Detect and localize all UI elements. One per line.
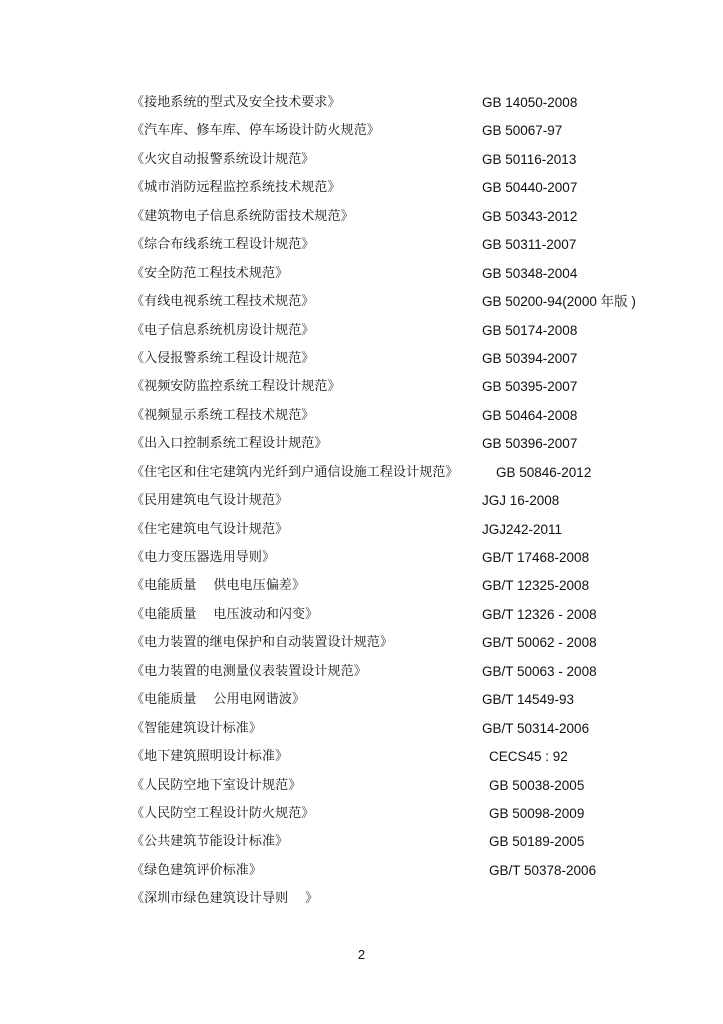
standard-code: GB 14050-2008 (482, 95, 578, 110)
standard-title: 《民用建筑电气设计规范》 (131, 493, 289, 509)
standard-title: 《视频显示系统工程技术规范》 (131, 407, 315, 423)
standard-title: 《智能建筑设计标准》 (131, 720, 263, 736)
standard-title: 《综合布线系统工程设计规范》 (131, 237, 315, 253)
standard-code: GB 50098-2009 (489, 805, 585, 821)
standard-code: GB/T 50063 - 2008 (482, 663, 597, 679)
page-number: 2 (357, 947, 366, 962)
standard-code: GB/T 12325-2008 (482, 578, 590, 594)
list-item (131, 686, 671, 714)
list-item (131, 629, 671, 657)
list-item (131, 658, 671, 686)
standard-code: GB 50440-2007 (482, 180, 578, 196)
list-item (131, 572, 671, 600)
standard-code: GB 50394-2007 (482, 350, 578, 366)
list-item (131, 430, 671, 458)
standard-title: 《人民防空地下室设计规范》 (131, 777, 302, 793)
list-item (131, 89, 671, 117)
list-item (131, 373, 671, 401)
list-item (131, 857, 671, 885)
standard-code: GB 50067-97 (482, 123, 563, 139)
standard-code: GB 50846-2012 (496, 464, 592, 480)
standard-code: GB 50464-2008 (482, 407, 578, 423)
list-item (131, 260, 671, 288)
standard-title: 《地下建筑照明设计标准》 (131, 749, 289, 765)
standard-code: GB/T 50378-2006 (489, 862, 597, 878)
standard-title: 《人民防空工程设计防火规范》 (131, 805, 315, 821)
standard-code: GB/T 17468-2008 (482, 550, 590, 565)
standard-code: GB 50200-94(2000 年版 ) (482, 294, 636, 310)
list-item (131, 288, 671, 316)
list-item (131, 601, 671, 629)
list-item (131, 402, 671, 430)
standard-code: GB 50343-2012 (482, 208, 578, 224)
list-item (131, 743, 671, 771)
standard-code: GB 50348-2004 (482, 265, 578, 281)
standard-code: GB/T 50314-2006 (482, 720, 590, 736)
standard-code: GB 50038-2005 (489, 777, 585, 793)
standard-code: JGJ 16-2008 (482, 493, 560, 509)
list-item (131, 487, 671, 515)
standard-title: 《入侵报警系统工程设计规范》 (131, 350, 315, 366)
standard-title: 《住宅区和住宅建筑内光纤到户通信设施工程设计规范》 (131, 464, 459, 480)
standard-code: GB/T 12326 - 2008 (482, 606, 597, 622)
standard-title: 《火灾自动报警系统设计规范》 (131, 151, 315, 167)
standard-code: GB 50189-2005 (489, 834, 585, 850)
standard-title: 《接地系统的型式及安全技术要求》 (131, 95, 341, 110)
standard-title: 《电子信息系统机房设计规范》 (131, 322, 315, 338)
list-item (131, 885, 671, 913)
standard-title: 《深圳市绿色建筑设计导则 》 (131, 891, 319, 907)
standard-code: GB 50395-2007 (482, 379, 578, 395)
standard-title: 《公共建筑节能设计标准》 (131, 834, 289, 850)
list-item (131, 544, 671, 572)
standards-list (131, 89, 671, 914)
standard-title: 《视频安防监控系统工程设计规范》 (131, 379, 341, 395)
list-item (131, 772, 671, 800)
list-item (131, 459, 671, 487)
list-item (131, 203, 671, 231)
list-item (131, 345, 671, 373)
standard-code: JGJ242-2011 (482, 521, 563, 537)
standard-title: 《绿色建筑评价标准》 (131, 862, 263, 878)
list-item (131, 317, 671, 345)
standard-code: GB 50174-2008 (482, 322, 578, 338)
standard-code: GB 50311-2007 (482, 237, 577, 253)
list-item (131, 800, 671, 828)
standard-title: 《建筑物电子信息系统防雷技术规范》 (131, 208, 354, 224)
list-item (131, 146, 671, 174)
standard-title: 《电力装置的电测量仪表装置设计规范》 (131, 663, 367, 679)
standard-code: GB 50396-2007 (482, 436, 578, 452)
standard-title: 《城市消防远程监控系统技术规范》 (131, 180, 341, 196)
list-item (131, 231, 671, 259)
standard-title: 《安全防范工程技术规范》 (131, 265, 289, 281)
list-item (131, 174, 671, 202)
list-item (131, 828, 671, 856)
standard-title: 《住宅建筑电气设计规范》 (131, 521, 289, 537)
standard-title: 《出入口控制系统工程设计规范》 (131, 436, 328, 452)
standard-title: 《电能质量 公用电网谐波》 (131, 692, 306, 708)
standard-code: GB/T 50062 - 2008 (482, 635, 597, 651)
standard-title: 《电力装置的继电保护和自动装置设计规范》 (131, 635, 394, 651)
standard-code: CECS45 : 92 (489, 749, 568, 765)
standard-code: GB 50116-2013 (482, 151, 577, 167)
standard-title: 《汽车库、修车库、停车场设计防火规范》 (131, 123, 380, 139)
standard-title: 《电力变压器选用导则》 (131, 550, 276, 565)
standard-title: 《有线电视系统工程技术规范》 (131, 294, 315, 310)
list-item (131, 516, 671, 544)
list-item (131, 715, 671, 743)
standard-title: 《电能质量 电压波动和闪变》 (131, 606, 319, 622)
list-item (131, 117, 671, 145)
standard-code: GB/T 14549-93 (482, 692, 575, 708)
standard-title: 《电能质量 供电电压偏差》 (131, 578, 306, 594)
